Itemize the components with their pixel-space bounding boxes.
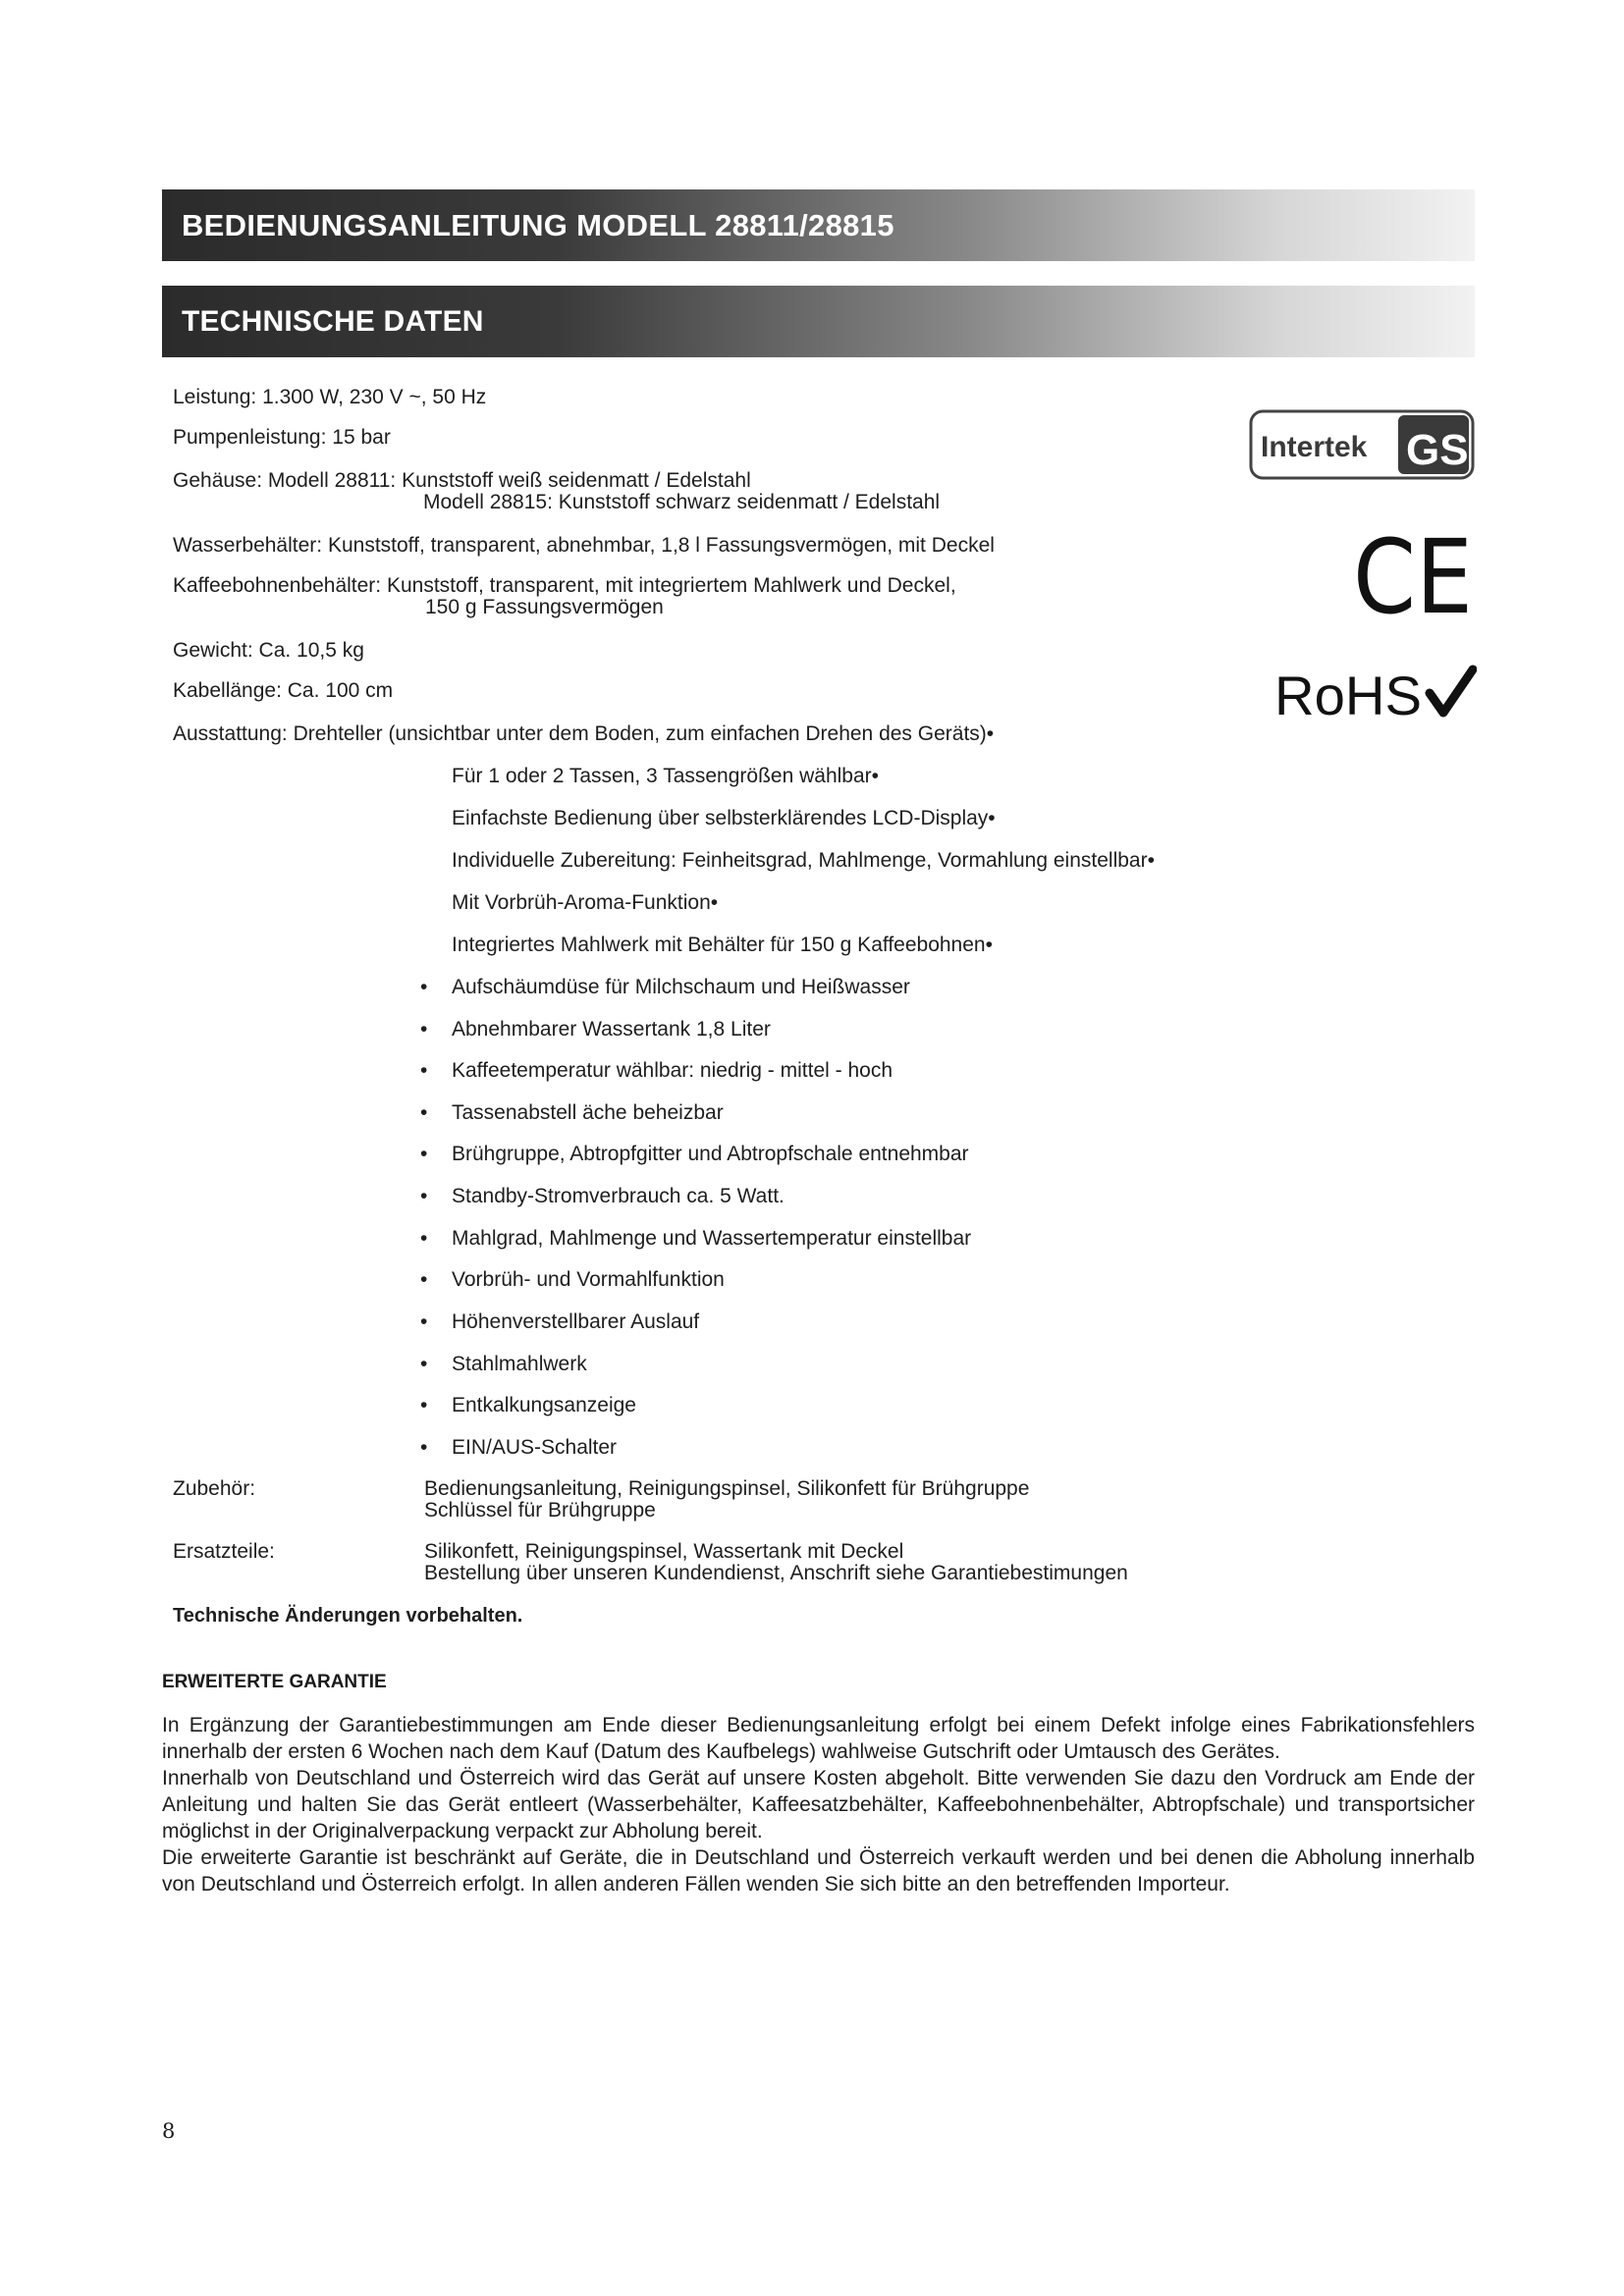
feature-bullet-item — [420, 1185, 785, 1208]
feature-text: Brühgruppe, Abtropfgitter und Abtropfschale entnehmbar — [452, 1143, 969, 1165]
rohs-logo — [1274, 660, 1477, 722]
feature-text: Abnehmbarer Wassertank 1,8 Liter — [452, 1018, 771, 1041]
feature-text: Kaffeetemperatur wählbar: niedrig - mittel - hoch — [452, 1059, 893, 1082]
feature-trailing-item: Individuelle Zubereitung: Feinheitsgrad, Mahlmenge, Vormahlung einstellbar• — [452, 849, 1155, 872]
ce-text: CE — [1353, 528, 1473, 621]
warranty-paragraph: Innerhalb von Deutschland und Österreich wird das Gerät auf unsere Kosten abgeholt. Bitte verwenden Sie dazu den Vordruck am Ende der Anleitung und halten Sie das Gerät entleert (Wasserbehälter, Kaffeesatzbehälter, Kaffeebohnenbehälter, Abtropfschale) und transportsicher möglichst in der Originalverpackung verpackt zur Abholung bereit. — [162, 1767, 1475, 1842]
warranty-paragraph: In Ergänzung der Garantiebestimmungen am Ende dieser Bedienungsanleitung erfolgt bei einem Defekt infolge eines Fabrikationsfehlers innerhalb der ersten 6 Wochen nach dem Kauf (Datum des Kaufbelegs) wahlweise Gutschrift oder Umtausch des Gerätes. — [162, 1714, 1475, 1763]
bullet: • — [420, 1018, 428, 1041]
feature-bullet-item — [420, 1436, 617, 1460]
bullet: • — [420, 1310, 428, 1333]
bullet: • — [420, 1185, 428, 1207]
page-number: 8 — [162, 2119, 176, 2143]
warranty-title: ERWEITERTE GARANTIE — [162, 1672, 387, 1692]
intertek-text: Intertek — [1261, 431, 1368, 463]
feature-text: Höhenverstellbarer Auslauf — [452, 1310, 700, 1333]
feature-bullet-item — [420, 1143, 969, 1166]
feature-bullet-item — [420, 1353, 587, 1376]
feature-trailing-item: Mit Vorbrüh-Aroma-Funktion• — [452, 891, 719, 914]
ersatzteile-label: Ersatzteile: — [173, 1540, 275, 1563]
bullet: • — [420, 1143, 428, 1165]
feature-bullet-item — [420, 1059, 893, 1083]
feature-text: Stahlmahlwerk — [452, 1353, 587, 1375]
bullet: • — [420, 1059, 428, 1082]
spec-wasser: Wasserbehälter: Kunststoff, transparent, abnehmbar, 1,8 l Fassungsvermögen, mit Deckel — [173, 534, 995, 557]
spec-bohnen-2: 150 g Fassungsvermögen — [425, 596, 664, 618]
zubehoer-line-1: Bedienungsanleitung, Reinigungspinsel, Silikonfett für Brühgruppe — [424, 1477, 1030, 1500]
bullet: • — [420, 1436, 428, 1459]
feature-text: Tassenabstell äche beheizbar — [452, 1101, 724, 1124]
section-title: TECHNISCHE DATEN — [182, 304, 484, 338]
feature-trailing-item: Einfachste Bedienung über selbsterklärendes LCD-Display• — [452, 807, 996, 829]
feature-trailing-item: Integriertes Mahlwerk mit Behälter für 150 g Kaffeebohnen• — [452, 934, 993, 956]
ce-mark-logo — [1353, 528, 1476, 621]
spec-leistung: Leistung: 1.300 W, 230 V ~, 50 Hz — [173, 386, 487, 408]
feature-text: Aufschäumdüse für Milchschaum und Heißwasser — [452, 976, 910, 998]
feature-text: Mahlgrad, Mahlmenge und Wassertemperatur einstellbar — [452, 1227, 972, 1250]
feature-bullet-item — [420, 1018, 771, 1041]
technical-changes-note: Technische Änderungen vorbehalten. — [173, 1605, 523, 1627]
feature-bullet-item — [420, 1394, 636, 1417]
zubehoer-label: Zubehör: — [173, 1477, 256, 1500]
bullet: • — [420, 1101, 428, 1124]
ersatzteile-line-1: Silikonfett, Reinigungspinsel, Wassertank mit Deckel — [424, 1540, 904, 1563]
warranty-paragraph: Die erweiterte Garantie ist beschränkt auf Geräte, die in Deutschland und Österreich verkauft werden und bei denen die Abholung innerhalb von Deutschland und Österreich erfolgt. In allen anderen Fällen wenden Sie sich bitte an den betreffenden Importeur. — [162, 1846, 1475, 1896]
checkmark-icon — [1430, 669, 1473, 713]
feature-bullet-item — [420, 1101, 724, 1125]
spec-bohnen-1: Kaffeebohnenbehälter: Kunststoff, transparent, mit integriertem Mahlwerk und Deckel, — [173, 574, 956, 597]
feature-text: EIN/AUS-Schalter — [452, 1436, 618, 1459]
spec-gewicht: Gewicht: Ca. 10,5 kg — [173, 639, 364, 662]
rohs-text: RoHS — [1274, 665, 1422, 722]
manual-title: BEDIENUNGSANLEITUNG MODELL 28811/28815 — [182, 207, 894, 242]
bullet: • — [420, 1353, 428, 1375]
bullet: • — [420, 976, 428, 998]
feature-text: Vorbrüh- und Vormahlfunktion — [452, 1268, 725, 1291]
intertek-gs-logo — [1249, 409, 1475, 480]
spec-gehaeuse-1: Gehäuse: Modell 28811: Kunststoff weiß seidenmatt / Edelstahl — [173, 469, 751, 492]
spec-pumpe: Pumpenleistung: 15 bar — [173, 426, 391, 449]
bullet: • — [420, 1268, 428, 1291]
feature-text: Standby-Stromverbrauch ca. 5 Watt. — [452, 1185, 785, 1207]
manual-title-banner — [162, 189, 1475, 261]
warranty-text — [162, 1712, 1475, 1897]
feature-bullet-item — [420, 976, 910, 999]
spec-kabel: Kabellänge: Ca. 100 cm — [173, 679, 394, 702]
feature-bullet-item — [420, 1227, 971, 1251]
spec-gehaeuse-2: Modell 28815: Kunststoff schwarz seidenmatt / Edelstahl — [423, 491, 941, 513]
bullet: • — [420, 1227, 428, 1250]
bullet: • — [420, 1394, 428, 1416]
ersatzteile-line-2: Bestellung über unseren Kundendienst, Anschrift siehe Garantiebestimungen — [424, 1562, 1128, 1584]
section-title-banner — [162, 286, 1475, 357]
feature-bullet-item — [420, 1310, 699, 1334]
feature-bullet-item — [420, 1268, 725, 1292]
gs-text: GS — [1406, 426, 1469, 474]
feature-text: Entkalkungsanzeige — [452, 1394, 636, 1416]
zubehoer-line-2: Schlüssel für Brühgruppe — [424, 1499, 656, 1522]
spec-ausstattung: Ausstattung: Drehteller (unsichtbar unter dem Boden, zum einfachen Drehen des Geräts)• — [173, 722, 995, 745]
feature-trailing-item: Für 1 oder 2 Tassen, 3 Tassengrößen wählbar• — [452, 765, 879, 787]
